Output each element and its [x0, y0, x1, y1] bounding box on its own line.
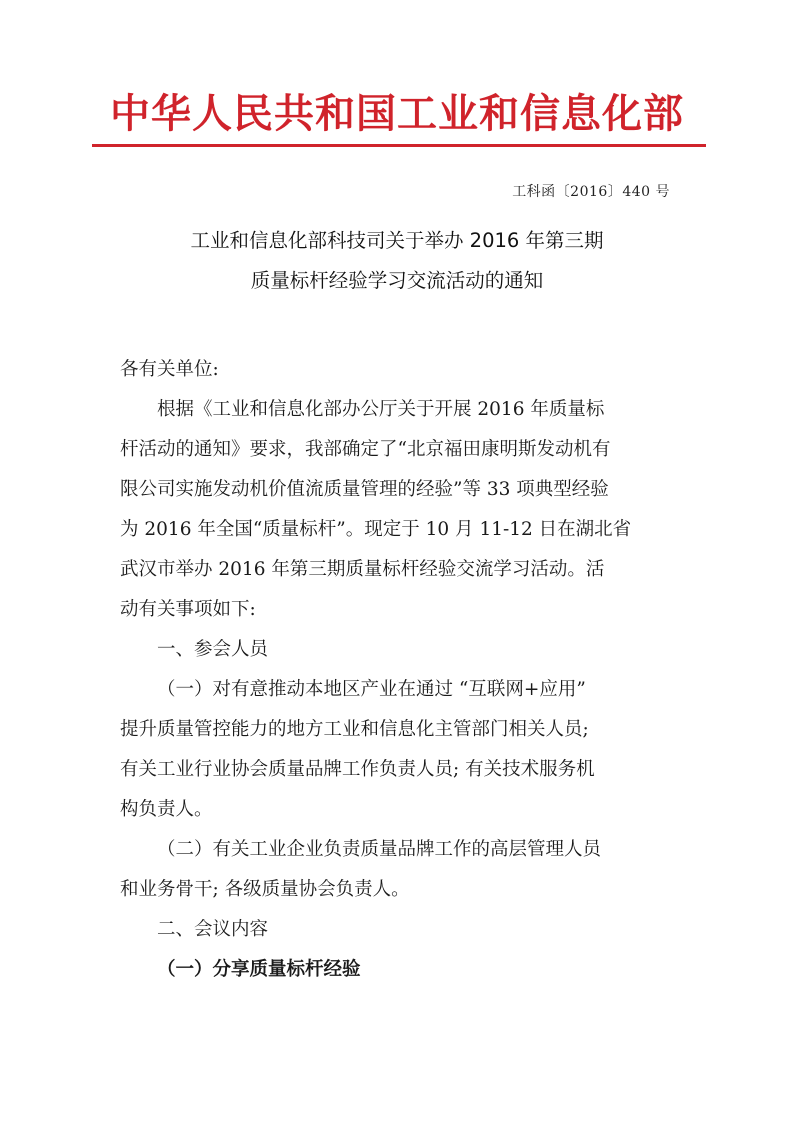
notice-title-line-2: 质量标杆经验学习交流活动的通知 — [250, 269, 544, 292]
document-number: 工科函〔2016〕440 号 — [512, 184, 670, 200]
section-1-item-1-line: 有关工业行业协会质量品牌工作负责人员; 有关技术服务机 — [120, 759, 595, 780]
paragraph-1-line: 武汉市举办 2016 年第三期质量标杆经验交流学习活动。活 — [120, 559, 605, 580]
letterhead-red-rule — [92, 144, 706, 147]
section-1-heading: 一、参会人员 — [157, 639, 269, 660]
notice-body — [120, 350, 682, 1010]
section-2-heading: 二、会议内容 — [157, 919, 269, 940]
paragraph-1-line: 动有关事项如下: — [120, 599, 256, 620]
section-1-item-1-line: 提升质量管控能力的地方工业和信息化主管部门相关人员; — [120, 719, 589, 740]
notice-title-line-1: 工业和信息化部科技司关于举办 2016 年第三期 — [190, 229, 604, 252]
letterhead-title: 中华人民共和国工业和信息化部 — [110, 90, 684, 137]
paragraph-1-line: 为 2016 年全国“质量标杆”。现定于 10 月 11-12 日在湖北省 — [120, 519, 632, 540]
section-1-item-2-line: 和业务骨干; 各级质量协会负责人。 — [120, 879, 410, 900]
paragraph-1-line: 限公司实施发动机价值流质量管理的经验”等 33 项典型经验 — [120, 479, 609, 500]
paragraph-1-line: 根据《工业和信息化部办公厅关于开展 2016 年质量标 — [157, 399, 605, 420]
salutation: 各有关单位: — [120, 359, 219, 380]
section-1-item-1-line: （一）对有意推动本地区产业在通过 “互联网+应用” — [157, 679, 586, 700]
section-2-sub-1: （一）分享质量标杆经验 — [157, 959, 361, 980]
paragraph-1-line: 杆活动的通知》要求，我部确定了“北京福田康明斯发动机有 — [120, 439, 611, 460]
section-1-item-2-line: （二）有关工业企业负责质量品牌工作的高层管理人员 — [157, 839, 602, 860]
section-1-item-1-line: 构负责人。 — [120, 799, 213, 820]
